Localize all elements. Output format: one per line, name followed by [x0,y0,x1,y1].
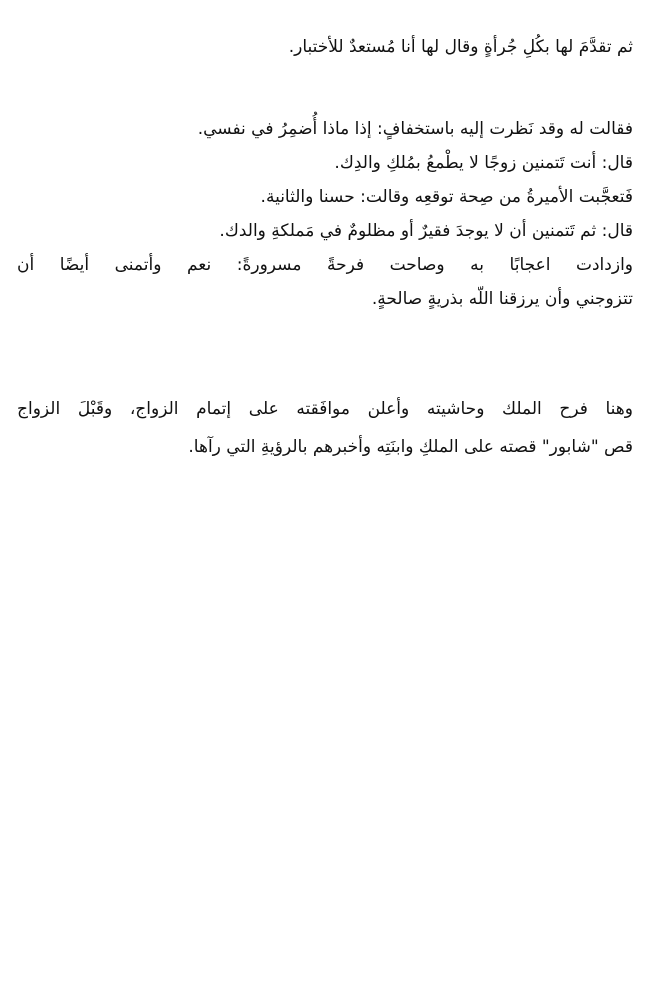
text-line: قال: ثم تَتمنين أن لا يوجدَ فقيرٌ أو مظلومٌ في مَملكةِ والدك. [219,221,633,241]
text-line: وازدادت اعجابًا به وصاحت فرحةً مسرورةً: نعم وأتمنى أيضًا أن [17,255,633,275]
text-line: قص "شابور" قصته على الملكِ وابنَتِه وأخبرهم بالرؤيةِ التي رآها. [188,437,633,457]
text-line: فَتعجَّبت الأميرةُ من صِحة توقعِه وقالت: حسنا والثانية. [260,187,633,207]
text-line: ثم تقدَّمَ لها بكُلِ جُرأةٍ وقال لها أنا مُستعدٌ للأختبار. [288,37,633,57]
text-line: فقالت له وقد نَظرت إليه باستخفافٍ: إذا ماذا أُضمِرُ في نفسي. [197,119,633,139]
paragraph-1 [17,30,633,64]
paragraph-2 [17,112,633,316]
text-line: تتزوجني وأن يرزقنا اللّه بذريةٍ صالحةٍ. [371,289,633,309]
text-line: قال: أنت تَتمنين زوجًا لا يطْمعُ بمُلكِ والدِك. [334,153,633,173]
text-line: وهنا فرح الملك وحاشيته وأعلن موافَقته على إتمام الزواج، وقَبْلَ الزواج [17,399,633,419]
paragraph-3 [17,390,633,466]
